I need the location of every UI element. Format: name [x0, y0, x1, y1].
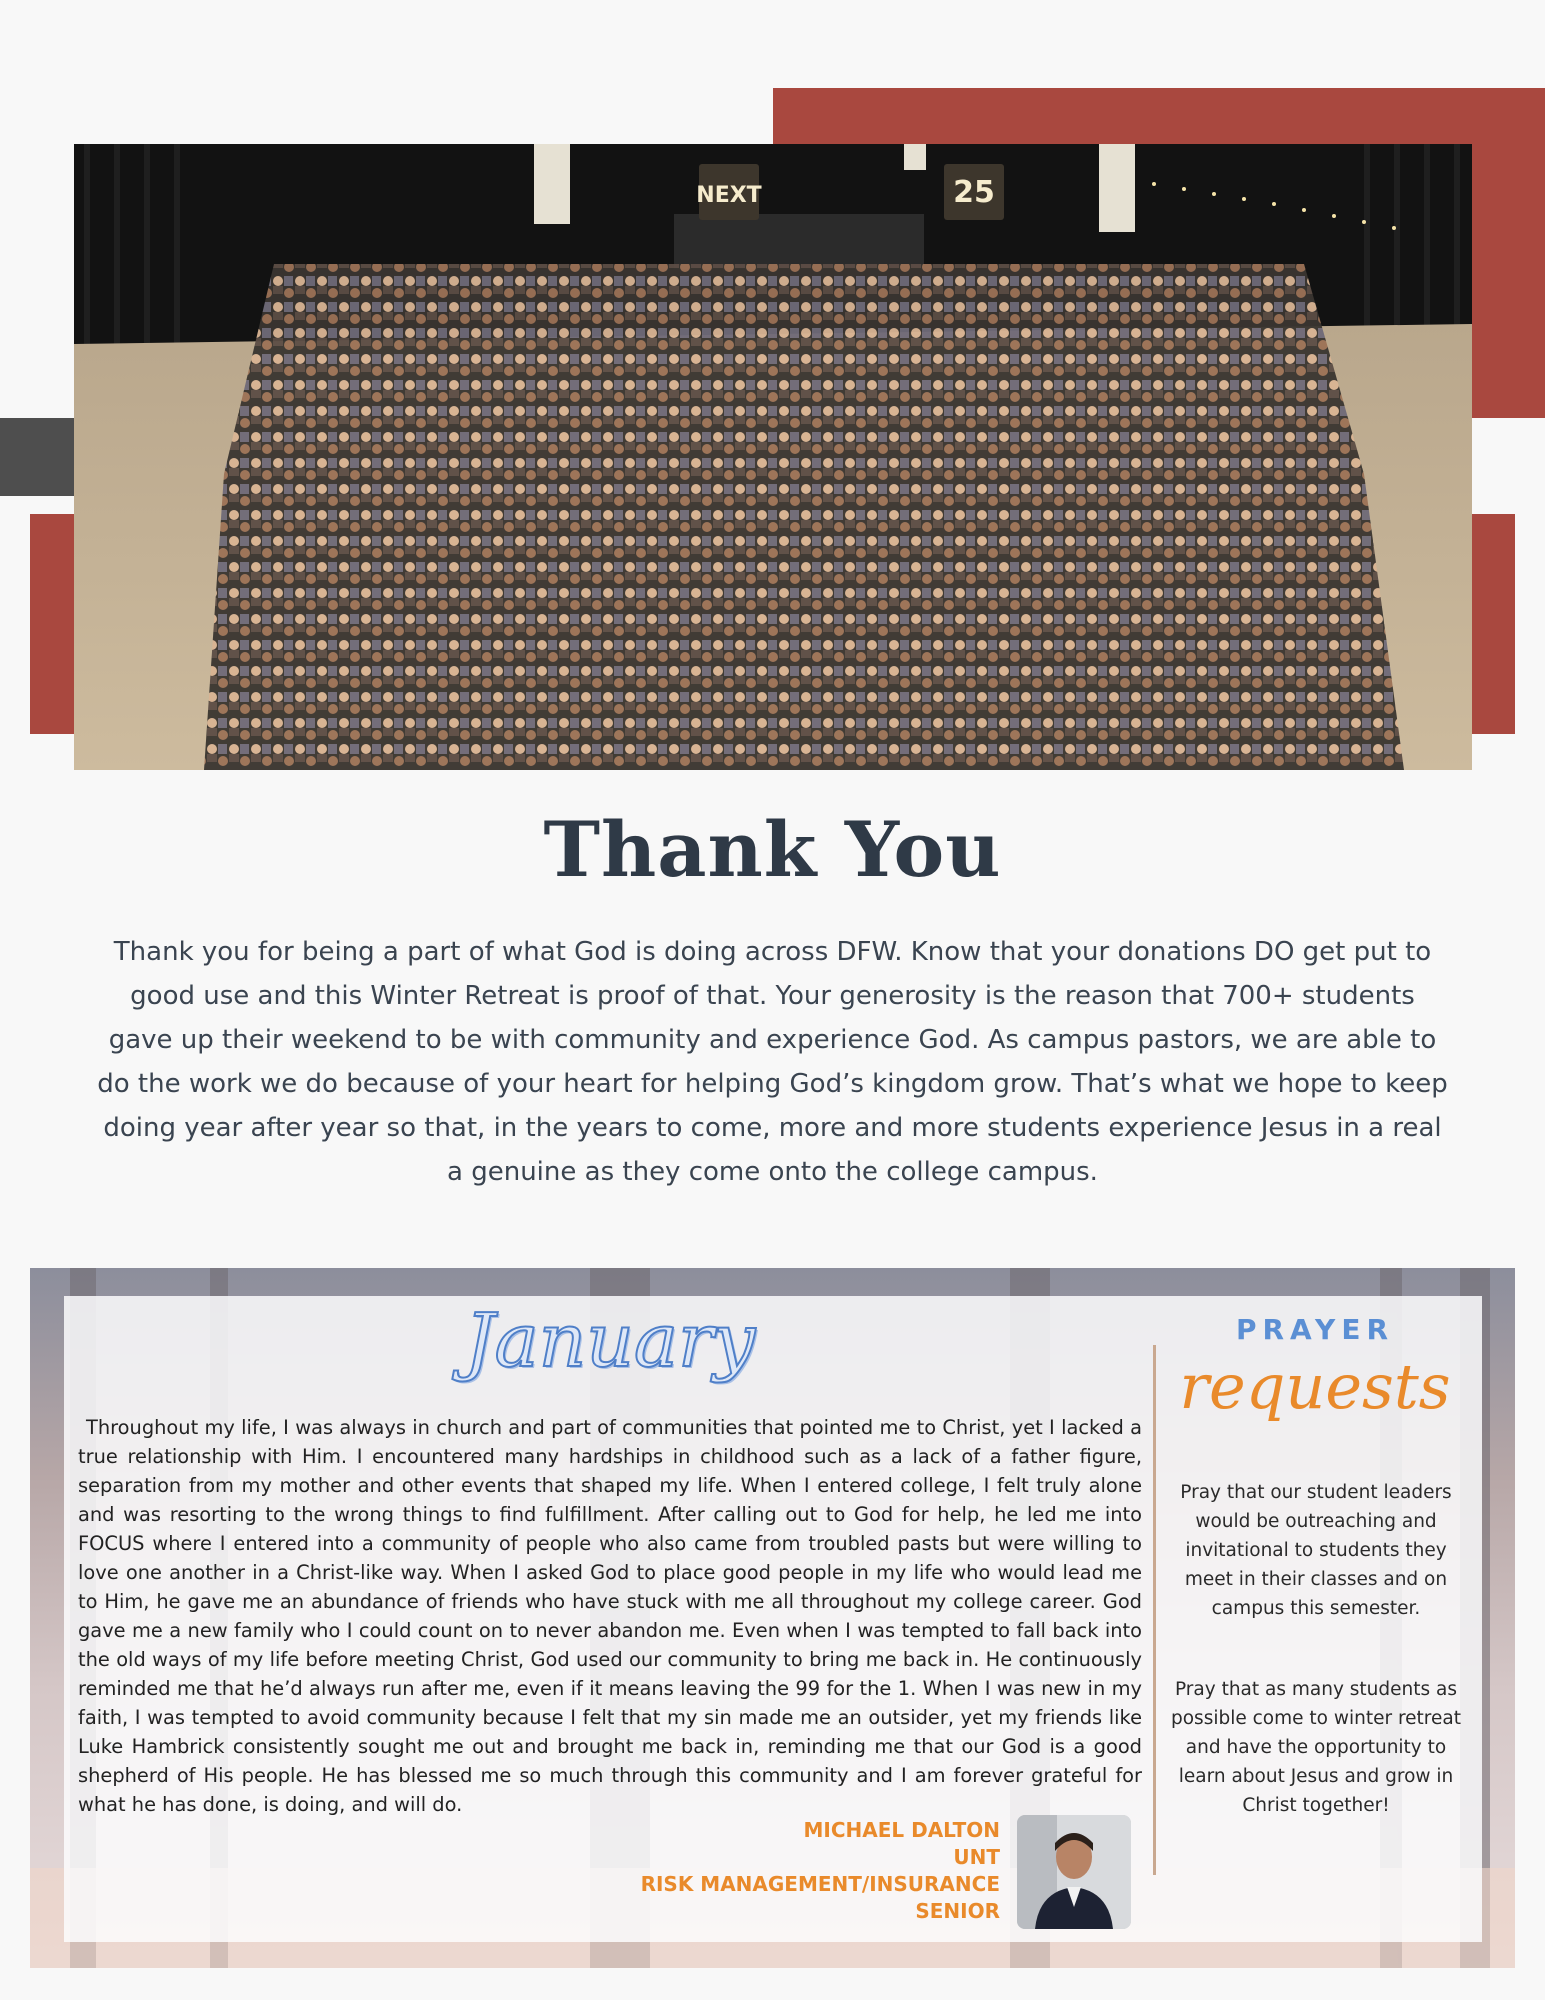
banner-left	[534, 144, 570, 224]
prayer-requests-list	[1170, 1478, 1462, 1872]
thank-you-message: Thank you for being a part of what God is doing across DFW. Know that your donations DO get put to good use and this Winter Retreat is proof of that. Your generosity is the reason that 700+ students gave up their weekend to be with community and experience God. As campus pastors, we are able to do the work we do because of your heart for helping God’s kingdom grow. That’s what we hope to keep doing year after year so that, in the years to come, more and more students experience Jesus in a real a genuine as they come onto the college campus.	[97, 937, 1448, 1187]
author-major: RISK MANAGEMENT/INSURANCE	[640, 1872, 1000, 1896]
author-signature	[641, 1817, 1000, 1925]
prayer-request-item: Pray that our student leaders would be outreaching and invitational to students they meet in their classes and on campus this semester.	[1180, 1482, 1452, 1619]
prayer-request-item: Pray that as many students as possible come to winter retreat and have the opportunity to learn about Jesus and grow in Christ together!	[1171, 1679, 1461, 1816]
author-name: MICHAEL DALTON	[803, 1818, 1000, 1842]
banner-right	[1099, 144, 1135, 232]
month-heading: January	[464, 1298, 756, 1384]
column-divider	[1153, 1345, 1156, 1875]
stage-sign-right-text: 25	[953, 175, 995, 210]
requests-heading: requests	[1179, 1350, 1451, 1423]
stage-sign-left-text: NEXT	[696, 183, 762, 208]
page-title: Thank You	[543, 805, 1002, 894]
author-school: UNT	[953, 1845, 1000, 1869]
testimony-text: Throughout my life, I was always in church and part of communities that pointed me to Christ, yet I lacked a true relationship with Him. I encountered many hardships in childhood such as a lack of a father figure, separation from my mother and other events that shaped my life. When I entered college, I felt truly alone and was resorting to the wrong things to find fulfillment. After calling out to God for help, he led me into FOCUS where I entered into a community of people who also came from troubled pasts but were willing to love one another in a Christ-like way. When I asked God to place good people in my life who would lead me to Him, he gave me an abundance of friends who have stuck with me all throughout my college career. God gave me a new family who I could count on to never abandon me. Even when I was tempted to fall back into the old ways of my life before meeting Christ, God used our community to bring me back in. He continuously reminded me that he’d always run after me, even if it means leaving the 99 for the 1. When I was new in my faith, I was tempted to avoid community because I felt that my sin made me an outsider, yet my friends like Luke Hambrick consistently sought me out and brought me back in, reminding me that our God is a good shepherd of His people. He has blessed me so much through this community and I am forever grateful for what he has done, is doing, and will do.	[78, 1416, 1142, 1816]
crowd	[204, 264, 1404, 770]
prayer-heading: PRAYER	[1235, 1313, 1395, 1346]
author-photo	[1017, 1815, 1131, 1929]
decor-gray-block-left	[0, 418, 74, 496]
author-year: SENIOR	[915, 1899, 1000, 1923]
banner-mid	[904, 144, 926, 170]
group-photo	[74, 144, 1472, 770]
